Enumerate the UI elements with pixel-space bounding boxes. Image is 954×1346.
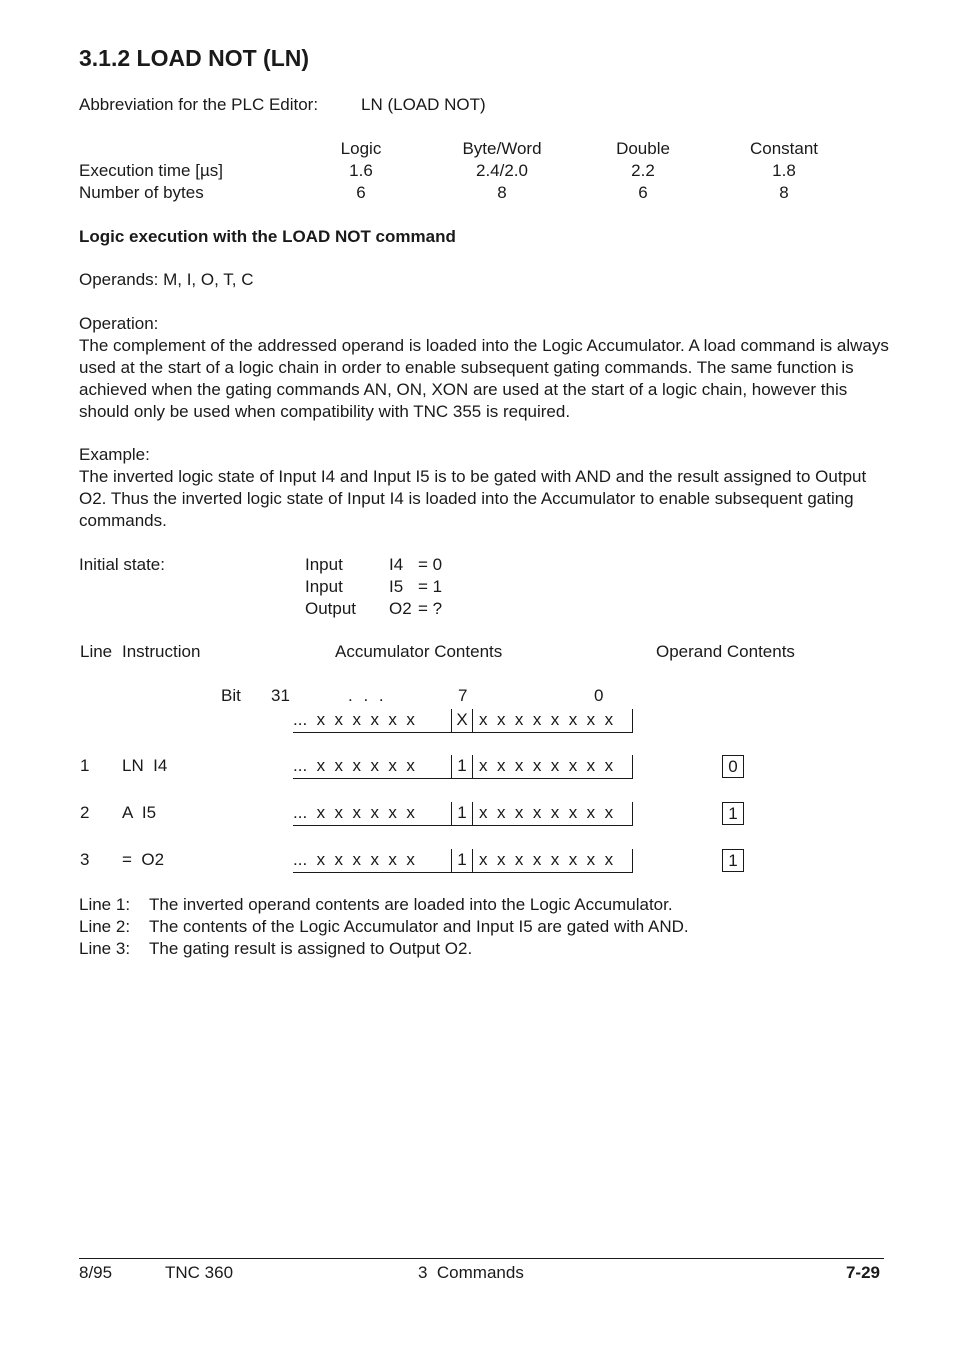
- register-upper-bits: ... x x x x x x: [293, 710, 415, 729]
- table-cell: 1.6: [349, 161, 373, 180]
- register-bit-7: 1: [451, 755, 473, 778]
- page-number: 7-29: [845, 1263, 880, 1282]
- footer-rule: [79, 1258, 884, 1259]
- table-cell: 8: [497, 183, 507, 202]
- state-kind: Input: [305, 555, 343, 574]
- example-section: [79, 444, 889, 532]
- row-label-number-of-bytes: Number of bytes: [79, 183, 204, 202]
- register-lower-bits: x x x x x x x x: [479, 803, 614, 822]
- bit-label: Bit: [221, 686, 241, 705]
- state-value: = 1: [418, 577, 443, 596]
- abbreviation-label: Abbreviation for the PLC Editor:: [79, 95, 319, 114]
- operands-text: Operands: M, I, O, T, C: [79, 270, 254, 289]
- register-end-bar: [632, 802, 633, 825]
- initial-state-label: Initial state:: [79, 555, 165, 574]
- state-name: I4: [389, 555, 404, 574]
- row-instruction: A I5: [122, 803, 157, 822]
- table-cell: 8: [779, 183, 789, 202]
- header-line: Line: [80, 642, 113, 661]
- operation-text: The complement of the addressed operand is loaded into the Logic Accumulator. A load command is always used at the start of a logic chain in order to enable subsequent gating commands. The same function is achieved when the gating commands AN, ON, XON are used at the start of a logic chain, however this should only be used when compatibility with TNC 355 is required.: [79, 336, 889, 421]
- register-bit-7: 1: [451, 849, 473, 872]
- state-value: = ?: [418, 599, 443, 618]
- row-line-number: 3: [80, 850, 90, 869]
- register-lower-bits: x x x x x x x x: [479, 710, 614, 729]
- operation-label: Operation:: [79, 314, 159, 333]
- accumulator-register: [293, 802, 633, 826]
- note-label: Line 3:: [79, 939, 131, 958]
- operand-contents-box: 1: [722, 849, 744, 872]
- bit-dots-label: . . .: [348, 686, 384, 705]
- bit-7-label: 7: [458, 686, 468, 705]
- table-cell: 2.2: [631, 161, 655, 180]
- note-label: Line 1:: [79, 895, 131, 914]
- register-end-bar: [632, 849, 633, 872]
- column-header-constant: Constant: [749, 139, 819, 158]
- register-upper-bits: ... x x x x x x: [293, 803, 415, 822]
- state-name: I5: [389, 577, 404, 596]
- note-text: The contents of the Logic Accumulator and Input I5 are gated with AND.: [149, 917, 689, 936]
- accumulator-register: [293, 755, 633, 779]
- table-cell: 1.8: [772, 161, 796, 180]
- operand-contents-box: 0: [722, 755, 744, 778]
- abbreviation-value: LN (LOAD NOT): [361, 95, 486, 114]
- accumulator-register-template: [293, 709, 633, 733]
- example-label: Example:: [79, 445, 150, 464]
- section-subheading: Logic execution with the LOAD NOT command: [79, 227, 456, 246]
- note-label: Line 2:: [79, 917, 131, 936]
- footer-chapter: 3 Commands: [418, 1263, 524, 1282]
- register-upper-bits: ... x x x x x x: [293, 756, 415, 775]
- table-cell: 6: [638, 183, 648, 202]
- accumulator-register: [293, 849, 633, 873]
- register-lower-bits: x x x x x x x x: [479, 756, 614, 775]
- register-end-bar: [632, 755, 633, 778]
- note-text: The inverted operand contents are loaded into the Logic Accumulator.: [149, 895, 673, 914]
- header-operand: Operand Contents: [656, 642, 795, 661]
- table-cell: 2.4/2.0: [476, 161, 528, 180]
- state-kind: Output: [305, 599, 357, 618]
- footer-date: 8/95: [79, 1263, 113, 1282]
- operation-section: [79, 313, 889, 423]
- column-header-logic: Logic: [340, 139, 382, 158]
- register-end-bar: [632, 709, 633, 732]
- bit-0-label: 0: [594, 686, 604, 705]
- page-title: 3.1.2 LOAD NOT (LN): [79, 45, 310, 71]
- row-instruction: = O2: [122, 850, 165, 869]
- register-lower-bits: x x x x x x x x: [479, 850, 614, 869]
- register-bit-7: X: [451, 709, 473, 732]
- note-text: The gating result is assigned to Output O2.: [149, 939, 473, 958]
- bit-31-label: 31: [271, 686, 290, 705]
- row-line-number: 2: [80, 803, 90, 822]
- header-accumulator: Accumulator Contents: [335, 642, 503, 661]
- operand-contents-box: 1: [722, 802, 744, 825]
- row-instruction: LN I4: [122, 756, 168, 775]
- state-value: = 0: [418, 555, 443, 574]
- register-bit-7: 1: [451, 802, 473, 825]
- row-line-number: 1: [80, 756, 90, 775]
- example-text: The inverted logic state of Input I4 and Input I5 is to be gated with AND and the result assigned to Output O2. Thus the inverted logic state of Input I4 is loaded into the Accumulator to enable subsequent gating commands.: [79, 467, 867, 530]
- row-label-execution-time: Execution time [µs]: [79, 161, 223, 180]
- table-cell: 6: [356, 183, 366, 202]
- column-header-byte-word: Byte/Word: [462, 139, 542, 158]
- column-header-double: Double: [616, 139, 670, 158]
- header-instruction: Instruction: [122, 642, 201, 661]
- register-upper-bits: ... x x x x x x: [293, 850, 415, 869]
- state-kind: Input: [305, 577, 343, 596]
- footer-product: TNC 360: [165, 1263, 234, 1282]
- state-name: O2: [389, 599, 412, 618]
